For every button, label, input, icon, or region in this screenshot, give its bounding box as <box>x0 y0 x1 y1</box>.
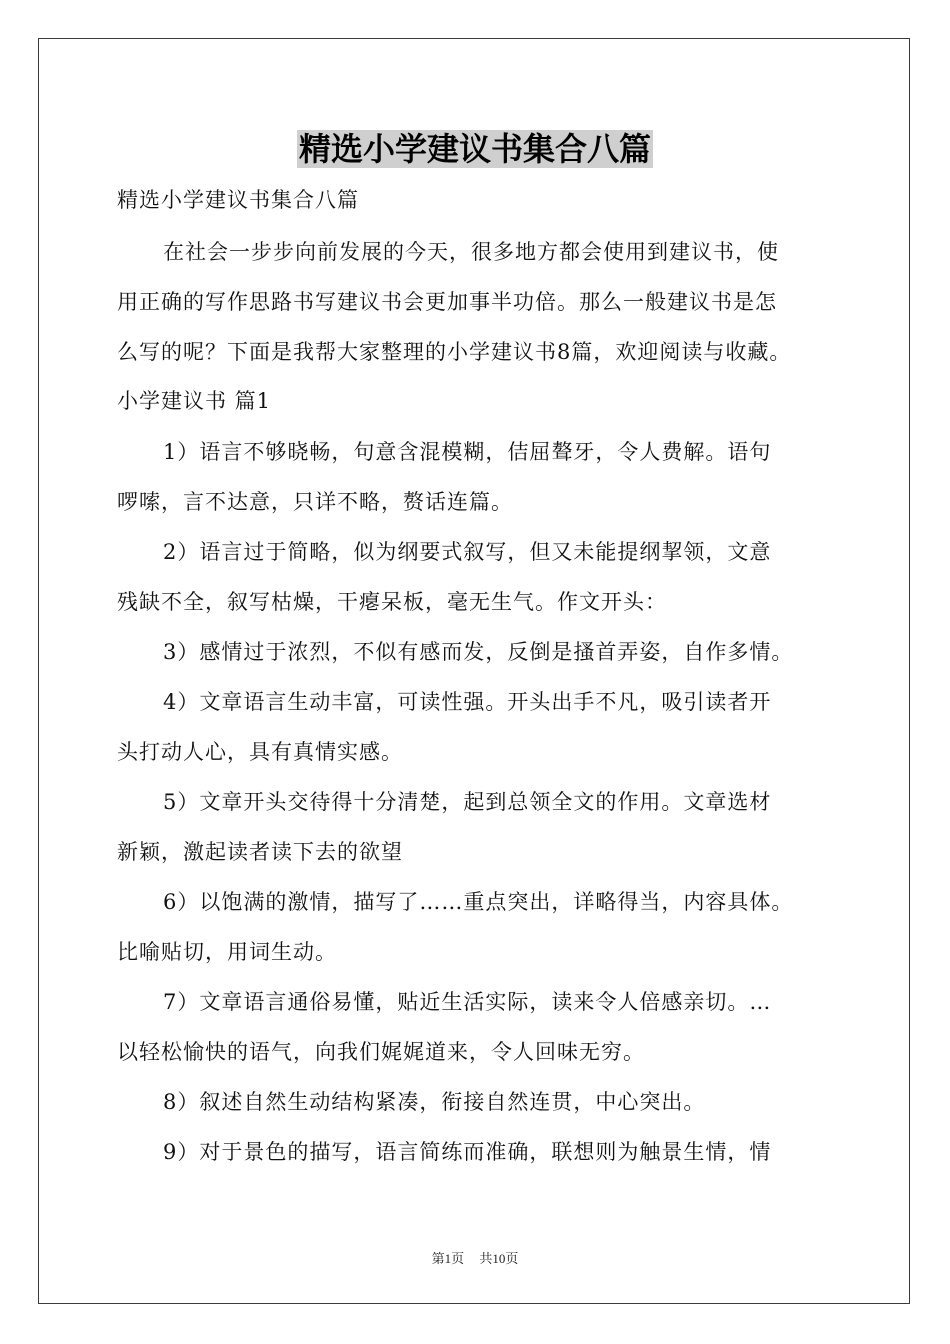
paragraph-line: 5）文章开头交待得十分清楚，起到总领全文的作用。文章选材 <box>163 790 772 814</box>
page-footer <box>0 1248 950 1267</box>
paragraph-line: 么写的呢？下面是我帮大家整理的小学建议书8篇，欢迎阅读与收藏。 <box>117 340 792 364</box>
paragraph-line: 啰嗦，言不达意，只详不略，赘话连篇。 <box>117 490 513 514</box>
paragraph-line: 在社会一步步向前发展的今天，很多地方都会使用到建议书，使 <box>163 240 779 264</box>
paragraph-line: 7）文章语言通俗易懂，贴近生活实际，读来令人倍感亲切。… <box>163 990 772 1014</box>
paragraph-line: 8）叙述自然生动结构紧凑，衔接自然连贯，中心突出。 <box>163 1090 706 1114</box>
page-total: 共10页 <box>479 1251 519 1266</box>
paragraph-line: 9）对于景色的描写，语言简练而准确，联想则为触景生情，情 <box>163 1140 772 1164</box>
paragraph-line: 4）文章语言生动丰富，可读性强。开头出手不凡，吸引读者开 <box>163 690 772 714</box>
paragraph-line: 2）语言过于简略，似为纲要式叙写，但又未能提纲挈领，文意 <box>163 540 772 564</box>
document-title: 精选小学建议书集合八篇 <box>298 130 651 168</box>
document-subtitle: 精选小学建议书集合八篇 <box>117 188 359 212</box>
paragraph-line: 以轻松愉快的语气，向我们娓娓道来，令人回味无穷。 <box>117 1040 645 1064</box>
paragraph-line: 用正确的写作思路书写建议书会更加事半功倍。那么一般建议书是怎 <box>117 290 777 314</box>
page-number: 第1页 <box>431 1251 465 1266</box>
paragraph-line: 6）以饱满的激情，描写了……重点突出，详略得当，内容具体。 <box>163 890 794 914</box>
paragraph-line: 1）语言不够晓畅，句意含混模糊，佶屈聱牙，令人费解。语句 <box>163 440 772 464</box>
paragraph-line: 残缺不全，叙写枯燥，干瘪呆板，毫无生气。作文开头： <box>117 590 667 614</box>
paragraph-line: 新颖，激起读者读下去的欲望 <box>117 840 403 864</box>
paragraph-line: 3）感情过于浓烈，不似有感而发，反倒是搔首弄姿，自作多情。 <box>163 640 794 664</box>
paragraph-line: 比喻贴切，用词生动。 <box>117 940 337 964</box>
paragraph-line: 头打动人心，具有真情实感。 <box>117 740 403 764</box>
section-heading: 小学建议书 篇1 <box>117 389 272 413</box>
